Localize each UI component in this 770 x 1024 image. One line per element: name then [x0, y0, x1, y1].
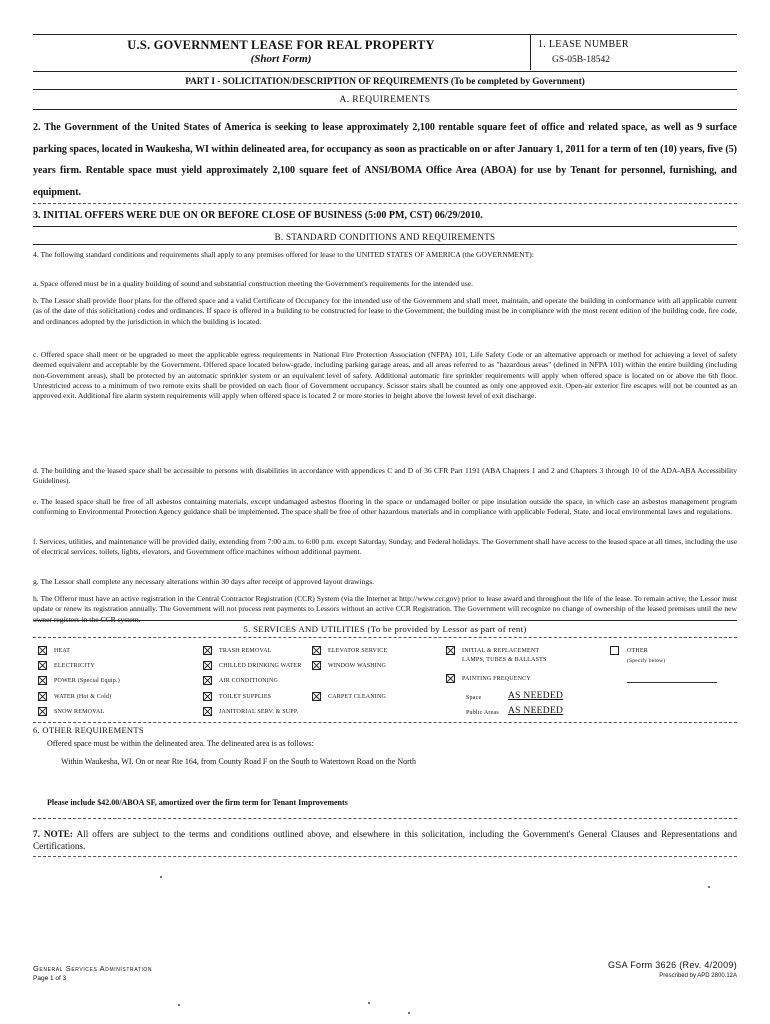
condition-c: c. Offered space shall meet or be upgraded to meet the applicable egress requirements in National Fire Protection Association (NFPA) 101, Life Safety Code or an alternative approach or method for achieving a level of safety deemed equivalent and acceptable by the Government. Offered space located below-grade, including parking garage areas, and all areas referred to as "hazardous areas" (defined in NFPA 101) within the entire building (including non-Government areas), shall be protected by an automatic sprinkler system or an equivalent level of safety. Additional automatic fire sprinkler requirements will apply when offered space is located on or above the 6th floor. Unrestricted access to a minimum of two remote exits shall be provided on each floor of Government occupancy. Scissor stairs shall be counted as only one approved exit. Open-air exterior fire escapes will not be counted as an approved exit. Additional fire alarm system requirements will apply when offered space is located 2 or more stories in height above the lowest level of exit discharge.: [33, 350, 737, 401]
services-heading: 5. SERVICES AND UTILITIES (To be provided by Lessor as part of rent): [243, 624, 527, 634]
trash-removal-label: TRASH REMOVAL: [219, 648, 272, 654]
other-requirements-heading: 6. OTHER REQUIREMENTS: [33, 725, 144, 735]
lamps-label-2: LAMPS, TUBES & BALLASTS: [462, 657, 547, 663]
snow-removal-checkbox[interactable]: [38, 707, 47, 716]
electricity-checkbox[interactable]: [38, 661, 47, 670]
elevator-service-label: ELEVATOR SERVICE: [328, 648, 388, 654]
scan-speck: [178, 1004, 180, 1006]
part-i-heading: PART I - SOLICITATION/DESCRIPTION OF REQUIREMENTS (To be completed by Government): [185, 76, 585, 86]
space-label: Space: [466, 695, 482, 701]
public-areas-value: AS NEEDED: [508, 706, 564, 716]
drinking-water-checkbox[interactable]: [203, 661, 212, 670]
toilet-supplies-label: TOILET SUPPLIES: [219, 694, 272, 700]
water-checkbox[interactable]: [38, 692, 47, 701]
window-washing-checkbox[interactable]: [312, 661, 321, 670]
air-conditioning-checkbox[interactable]: [203, 676, 212, 685]
other-req-line-1: Offered space must be within the delineated area. The delineated area is as follows:: [47, 739, 314, 748]
condition-g: g. The Lessor shall complete any necessary alterations within 30 days after receipt of approved layout drawings.: [33, 577, 375, 586]
other-req-line-2: Within Waukesha, WI. On or near Rte 164, from County Road F on the South to Watertown Road on the North: [61, 757, 417, 766]
other-checkbox[interactable]: [610, 646, 619, 655]
item-4-text: 4. The following standard conditions and requirements shall apply to any premises offered for lease to the UNITED STATES OF AMERICA (the GOVERNMENT):: [33, 250, 534, 259]
note-top-rule: [33, 818, 737, 819]
section-a-heading: A. REQUIREMENTS: [339, 95, 431, 105]
item-2-rule: [33, 203, 737, 204]
elevator-service-checkbox[interactable]: [312, 646, 321, 655]
header-divider: [530, 34, 531, 70]
top-rule: [33, 34, 737, 35]
public-areas-label: Public Areas: [466, 710, 499, 716]
note-text: [33, 828, 737, 852]
form-title: U.S. GOVERNMENT LEASE FOR REAL PROPERTY: [127, 38, 435, 52]
form-subtitle: (Short Form): [250, 53, 312, 65]
condition-d: d. The building and the leased space shall be accessible to persons with disabilities in accordance with appendices C and D of 36 CFR Part 1191 (ABA Chapters 1 and 2 and Chapters 3 through 10 of the ADA-ABA Accessibility Guidelines).: [33, 466, 737, 486]
lease-number-label: 1. LEASE NUMBER: [538, 39, 629, 50]
other-req-line-3: Please include $42.00/ABOA SF, amortized over the firm term for Tenant Improvements: [47, 798, 348, 807]
lamps-label: INITIAL & REPLACEMENT: [462, 648, 540, 654]
services-heading-rule: [33, 637, 737, 638]
services-bottom-rule: [33, 722, 737, 723]
footer-form-number: GSA Form 3626 (Rev. 4/2009): [608, 960, 737, 970]
electricity-label: ELECTRICITY: [54, 663, 95, 669]
condition-f: f. Services, utilities, and maintenance will be provided daily, extending from 7:00 a.m. to 6:00 p.m. except Saturday, Sunday, and Federal holidays. The Government shall have access to the leased space at all times, including the use of electrical services, toilets, lights, elevators, and Government office machines without additional payment.: [33, 537, 737, 557]
item-2-text: 2. The Government of the United States of America is seeking to lease approximately 2,100 rentable square feet of office and related space, as well as 9 surface parking spaces, located in Waukesha, WI within delineated area, for occupancy as soon as practicable on or after January 1, 2011 for a term of ten (10) years, five (5) years firm. Rentable space must yield approximately 2,100 square feet of ANSI/BOMA Office Area (ABOA) for use by Tenant for personnel, furnishing, and equipment.: [33, 122, 737, 198]
window-washing-label: WINDOW WASHING: [328, 663, 387, 669]
other-sub-label: (Specify below): [627, 658, 666, 664]
services-top-rule: [33, 620, 737, 621]
note-body: All offers are subject to the terms and conditions outlined above, and elsewhere in this solicitation, including the Government's General Clauses and Representations and Certifications.: [33, 829, 737, 851]
toilet-supplies-checkbox[interactable]: [203, 692, 212, 701]
condition-a: a. Space offered must be in a quality building of sound and substantial construction meeting the Government's requirements for the intended use.: [33, 279, 474, 288]
part-i-rule: [33, 89, 737, 90]
heat-label: HEAT: [54, 648, 71, 654]
air-conditioning-label: AIR CONDITIONING: [219, 678, 279, 684]
lamps-checkbox[interactable]: [446, 646, 455, 655]
section-b-rule: [33, 244, 737, 245]
trash-removal-checkbox[interactable]: [203, 646, 212, 655]
carpet-cleaning-label: CARPET CLEANING: [328, 694, 387, 700]
header-rule: [33, 71, 737, 72]
heat-checkbox[interactable]: [38, 646, 47, 655]
power-label: POWER (Special Equip.): [54, 678, 120, 684]
item-3-rule: [33, 226, 737, 227]
scan-speck: [368, 1002, 370, 1004]
section-a-rule: [33, 109, 737, 110]
condition-b: b. The Lessor shall provide floor plans for the offered space and a valid Certificate of Occupancy for the intended use of the Government and shall meet, maintain, and operate the building in conformance with all applicable current (as of the date of this solicitation) codes and ordinances. If space is offered in a building to be constructed for lease to the Government, the building must be in compliance with the most recent edition of the building code, fire code, and ordinances adopted by the jurisdiction in which the building is located.: [33, 296, 737, 326]
condition-h: h. The Offeror must have an active registration in the Central Contractor Registration (CCR) System (via the Internet at http://www.ccr.gov) prior to lease award and throughout the life of the lease. To remain active, the Lessor must update or renew its registration annually. The Government will not process rent payments to Lessors without an active CCR Registration. The Government will recognize no change of ownership of the leased premises until the new owner registers in the CCR system.: [33, 594, 737, 624]
drinking-water-label: CHILLED DRINKING WATER: [219, 663, 302, 669]
janitorial-checkbox[interactable]: [203, 707, 212, 716]
footer-page: Page 1 of 3: [33, 975, 67, 982]
power-checkbox[interactable]: [38, 676, 47, 685]
painting-frequency-label: PAINTING FREQUENCY: [462, 676, 531, 682]
space-value: AS NEEDED: [508, 691, 564, 701]
janitorial-label: JANITORIAL SERV. & SUPP.: [219, 709, 299, 715]
painting-frequency-checkbox[interactable]: [446, 674, 455, 683]
condition-e: e. The leased space shall be free of all asbestos containing materials, except undamaged asbestos flooring in the space or undamaged boiler or pipe insulation outside the space, in which case an asbestos management program conforming to Environmental Protection Agency guidance shall be implemented. The space shall be free of other hazardous materials and in compliance with applicable Federal, State, and local environmental laws and regulations.: [33, 497, 737, 517]
item-3-text: 3. INITIAL OFFERS WERE DUE ON OR BEFORE CLOSE OF BUSINESS (5:00 PM, CST) 06/29/2010.: [33, 210, 483, 221]
footer-agency: General Services Administration: [33, 964, 153, 973]
scan-speck: [160, 876, 162, 878]
water-label: WATER (Hot & Cold): [54, 694, 112, 700]
note-bottom-rule: [33, 856, 737, 857]
scan-speck: [408, 1012, 410, 1014]
note-label: 7. NOTE:: [33, 829, 73, 839]
carpet-cleaning-checkbox[interactable]: [312, 692, 321, 701]
scan-speck: [708, 886, 710, 888]
section-b-heading: B. STANDARD CONDITIONS AND REQUIREMENTS: [274, 232, 496, 242]
footer-prescribed: Prescribed by APD 2800.12A: [659, 973, 737, 979]
snow-removal-label: SNOW REMOVAL: [54, 709, 105, 715]
lease-number: GS-05B-18542: [552, 55, 611, 65]
other-input-line[interactable]: [627, 682, 717, 683]
other-label: OTHER: [627, 648, 648, 654]
